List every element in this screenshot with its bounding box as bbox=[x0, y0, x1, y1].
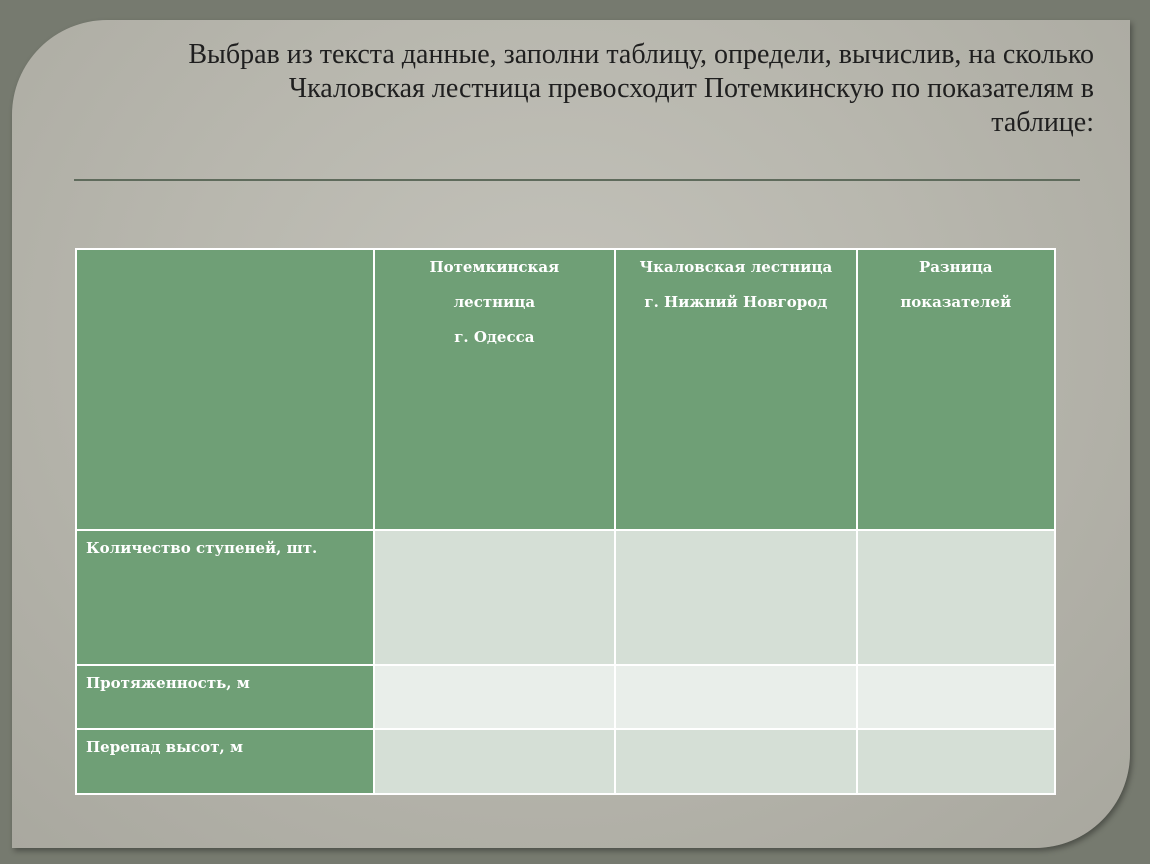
header-difference bbox=[857, 249, 1055, 530]
header-potemkin bbox=[374, 249, 615, 530]
title-line-2: Чкаловская лестница превосходит Потемкинскую по показателям в bbox=[288, 73, 1094, 104]
header-potemkin-line3: г. Одесса bbox=[454, 328, 535, 346]
height-potemkin-cell[interactable] bbox=[374, 729, 615, 794]
header-chkalov-line2: г. Нижний Новгород bbox=[644, 293, 828, 311]
steps-chkalov-cell[interactable] bbox=[615, 530, 856, 665]
title-line-3: таблице: bbox=[991, 107, 1094, 138]
length-potemkin-cell[interactable] bbox=[374, 665, 615, 729]
height-difference-cell[interactable] bbox=[857, 729, 1055, 794]
header-potemkin-line1: Потемкинская bbox=[429, 258, 560, 276]
title-divider bbox=[74, 179, 1080, 181]
slide-title bbox=[98, 38, 1094, 140]
table-row bbox=[76, 665, 1055, 729]
row-label-length: Протяженность, м bbox=[76, 665, 374, 729]
header-corner-cell bbox=[76, 249, 374, 530]
header-potemkin-line2: лестница bbox=[453, 293, 536, 311]
steps-difference-cell[interactable] bbox=[857, 530, 1055, 665]
title-line-1: Выбрав из текста данные, заполни таблицу, определи, вычислив, на сколько bbox=[188, 39, 1094, 70]
header-difference-line1: Разница bbox=[919, 258, 993, 276]
row-label-height: Перепад высот, м bbox=[76, 729, 374, 794]
table-row bbox=[76, 530, 1055, 665]
steps-potemkin-cell[interactable] bbox=[374, 530, 615, 665]
slide bbox=[12, 20, 1130, 848]
header-chkalov-line1: Чкаловская лестница bbox=[639, 258, 833, 276]
table-row bbox=[76, 729, 1055, 794]
height-chkalov-cell[interactable] bbox=[615, 729, 856, 794]
header-difference-line2: показателей bbox=[900, 293, 1012, 311]
comparison-table bbox=[75, 248, 1056, 795]
table-header-row bbox=[76, 249, 1055, 530]
row-label-steps: Количество ступеней, шт. bbox=[76, 530, 374, 665]
length-chkalov-cell[interactable] bbox=[615, 665, 856, 729]
length-difference-cell[interactable] bbox=[857, 665, 1055, 729]
header-chkalov bbox=[615, 249, 856, 530]
